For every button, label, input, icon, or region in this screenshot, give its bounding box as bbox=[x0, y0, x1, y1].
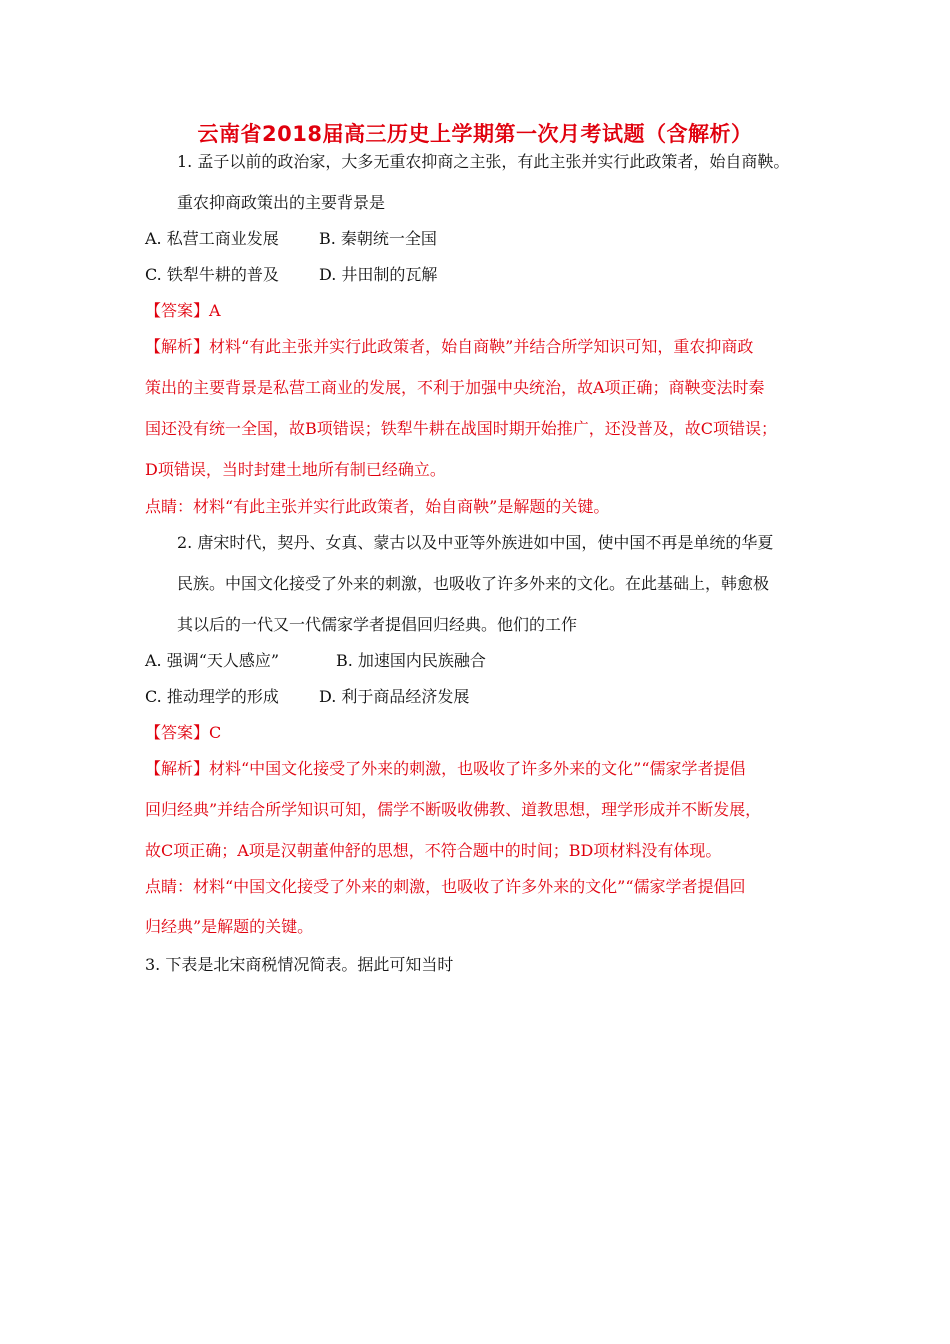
q1-option-b: B. 秦朝统一全国 bbox=[319, 229, 437, 248]
q1-tip: 点睛：材料“有此主张并实行此政策者，始自商鞅”是解题的关键。 bbox=[145, 497, 610, 516]
q2-option-a: A. 强调“天人感应” bbox=[145, 651, 280, 670]
q2-tip-line-2: 归经典”是解题的关键。 bbox=[145, 917, 314, 936]
q2-stem-line-1: 2. 唐宋时代，契丹、女真、蒙古以及中亚等外族进如中国，使中国不再是单统的华夏 bbox=[177, 533, 774, 552]
q1-option-a: A. 私营工商业发展 bbox=[145, 229, 279, 248]
q2-option-d: D. 利于商品经济发展 bbox=[319, 687, 470, 706]
q2-analysis-line-1: 【解析】材料“中国文化接受了外来的刺激，也吸收了许多外来的文化”“儒家学者提倡 bbox=[145, 759, 746, 778]
q1-analysis-line-2: 策出的主要背景是私营工商业的发展，不利于加强中央统治，故A项正确；商鞅变法时秦 bbox=[145, 378, 765, 397]
document-title: 云南省2018届高三历史上学期第一次月考试题（含解析） bbox=[197, 122, 753, 146]
q1-stem-line-2: 重农抑商政策出的主要背景是 bbox=[177, 193, 386, 212]
q1-option-d: D. 井田制的瓦解 bbox=[319, 265, 438, 284]
q1-answer: 【答案】A bbox=[145, 301, 221, 320]
q2-analysis-line-3: 故C项正确；A项是汉朝董仲舒的思想，不符合题中的时间；BD项材料没有体现。 bbox=[145, 841, 722, 860]
q2-tip-line-1: 点睛：材料“中国文化接受了外来的刺激，也吸收了许多外来的文化”“儒家学者提倡回 bbox=[145, 877, 746, 896]
q2-stem-line-3: 其以后的一代又一代儒家学者提倡回归经典。他们的工作 bbox=[177, 615, 578, 634]
q1-analysis-line-4: D项错误，当时封建土地所有制已经确立。 bbox=[145, 460, 446, 479]
q1-analysis-line-3: 国还没有统一全国，故B项错误；铁犁牛耕在战国时期开始推广，还没普及，故C项错误； bbox=[145, 419, 778, 438]
q1-stem-line-1: 1. 孟子以前的政治家，大多无重农抑商之主张，有此主张并实行此政策者，始自商鞅。 bbox=[177, 152, 790, 171]
q2-option-b: B. 加速国内民族融合 bbox=[336, 651, 486, 670]
q2-analysis-line-2: 回归经典”并结合所学知识可知，儒学不断吸收佛教、道教思想，理学形成并不断发展， bbox=[145, 800, 762, 819]
q2-stem-line-2: 民族。中国文化接受了外来的刺激，也吸收了许多外来的文化。在此基础上，韩愈极 bbox=[177, 574, 770, 593]
q1-option-c: C. 铁犁牛耕的普及 bbox=[145, 265, 279, 284]
q3-stem: 3. 下表是北宋商税情况简表。据此可知当时 bbox=[145, 955, 454, 974]
q2-option-c: C. 推动理学的形成 bbox=[145, 687, 279, 706]
q1-analysis-line-1: 【解析】材料“有此主张并实行此政策者，始自商鞅”并结合所学知识可知，重农抑商政 bbox=[145, 337, 754, 356]
q2-answer: 【答案】C bbox=[145, 723, 222, 742]
